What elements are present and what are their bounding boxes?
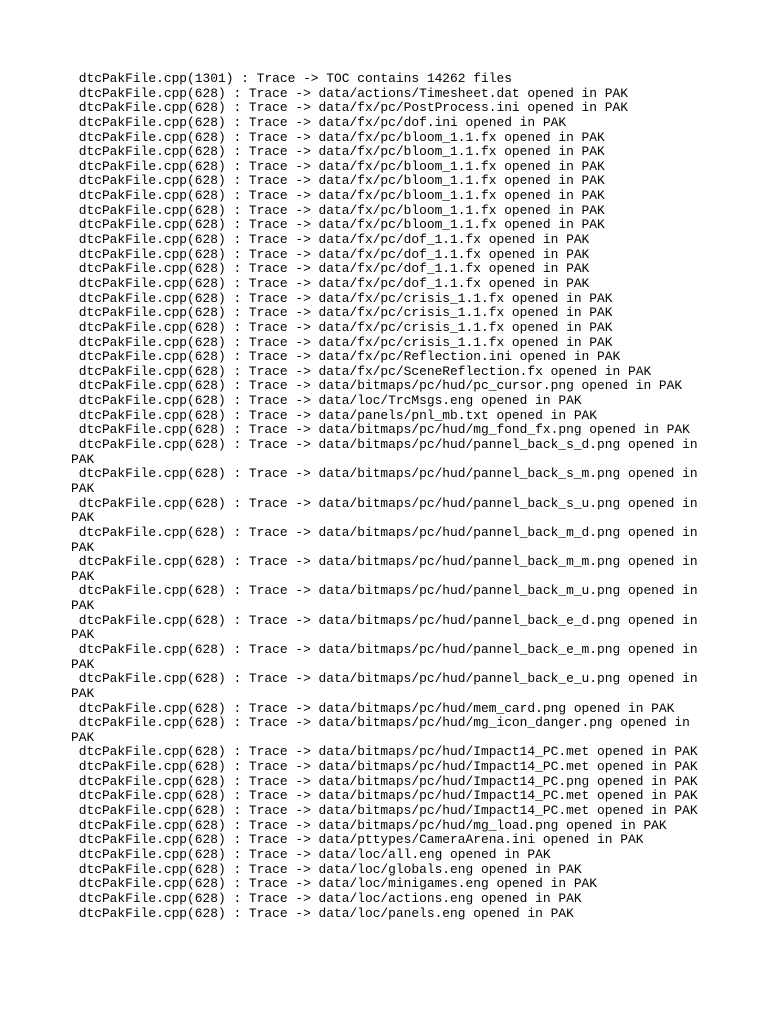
log-line: dtcPakFile.cpp(628) : Trace -> data/fx/pc/crisis_1.1.fx opened in PAK xyxy=(71,319,613,335)
log-line: dtcPakFile.cpp(1301) : Trace -> TOC contains 14262 files xyxy=(71,71,512,86)
log-line: dtcPakFile.cpp(628) : Trace -> data/fx/pc/dof_1.1.fx opened in PAK xyxy=(71,275,590,291)
log-line: PAK xyxy=(71,568,95,584)
log-line: dtcPakFile.cpp(628) : Trace -> data/fx/pc/bloom_1.1.fx opened in PAK xyxy=(71,144,605,160)
log-line: dtcPakFile.cpp(628) : Trace -> data/loc/minigames.eng opened in PAK xyxy=(71,876,598,892)
log-line: dtcPakFile.cpp(628) : Trace -> data/bitmaps/pc/hud/Impact14_PC.met opened in PAK xyxy=(71,759,698,775)
log-line: dtcPakFile.cpp(628) : Trace -> data/bitmaps/pc/hud/pannel_back_m_m.png opened in xyxy=(71,554,698,570)
log-line: dtcPakFile.cpp(628) : Trace -> data/bitmaps/pc/hud/pannel_back_m_u.png opened in xyxy=(71,583,698,599)
log-line: dtcPakFile.cpp(628) : Trace -> data/bitmaps/pc/hud/pannel_back_s_m.png opened in xyxy=(71,466,698,482)
log-line: dtcPakFile.cpp(628) : Trace -> data/bitmaps/pc/hud/pannel_back_m_d.png opened in xyxy=(71,524,698,540)
log-line: dtcPakFile.cpp(628) : Trace -> data/loc/panels.eng opened in PAK xyxy=(71,905,574,921)
log-line: dtcPakFile.cpp(628) : Trace -> data/bitmaps/pc/hud/mem_card.png opened in PAK xyxy=(71,700,675,716)
log-line: dtcPakFile.cpp(628) : Trace -> data/fx/pc/crisis_1.1.fx opened in PAK xyxy=(71,334,613,350)
log-line: PAK xyxy=(71,451,95,467)
log-line: dtcPakFile.cpp(628) : Trace -> data/bitmaps/pc/hud/pannel_back_s_u.png opened in xyxy=(71,495,698,511)
log-line: dtcPakFile.cpp(628) : Trace -> data/loc/TrcMsgs.eng opened in PAK xyxy=(71,393,582,409)
log-line: dtcPakFile.cpp(628) : Trace -> data/loc/globals.eng opened in PAK xyxy=(71,861,582,877)
log-line: dtcPakFile.cpp(628) : Trace -> data/fx/pc/Reflection.ini opened in PAK xyxy=(71,349,621,365)
log-line: dtcPakFile.cpp(628) : Trace -> data/bitmaps/pc/hud/pannel_back_e_d.png opened in xyxy=(71,612,698,628)
log-line: dtcPakFile.cpp(628) : Trace -> data/bitmaps/pc/hud/Impact14_PC.png opened in PAK xyxy=(71,773,698,789)
log-line: dtcPakFile.cpp(628) : Trace -> data/panels/pnl_mb.txt opened in PAK xyxy=(71,407,598,423)
log-line: dtcPakFile.cpp(628) : Trace -> data/fx/pc/dof_1.1.fx opened in PAK xyxy=(71,261,590,277)
log-line: dtcPakFile.cpp(628) : Trace -> data/fx/pc/bloom_1.1.fx opened in PAK xyxy=(71,217,605,233)
log-line: dtcPakFile.cpp(628) : Trace -> data/fx/pc/bloom_1.1.fx opened in PAK xyxy=(71,188,605,204)
log-line: dtcPakFile.cpp(628) : Trace -> data/bitmaps/pc/hud/mg_fond_fx.png opened in PAK xyxy=(71,422,690,438)
log-line: dtcPakFile.cpp(628) : Trace -> data/bitmaps/pc/hud/mg_load.png opened in PAK xyxy=(71,817,667,833)
log-line: dtcPakFile.cpp(628) : Trace -> data/pttypes/CameraArena.ini opened in PAK xyxy=(71,832,644,848)
log-line: dtcPakFile.cpp(628) : Trace -> data/fx/pc/bloom_1.1.fx opened in PAK xyxy=(71,158,605,174)
log-line: dtcPakFile.cpp(628) : Trace -> data/loc/all.eng opened in PAK xyxy=(71,846,551,862)
log-line: dtcPakFile.cpp(628) : Trace -> data/actions/Timesheet.dat opened in PAK xyxy=(71,85,628,101)
log-line: PAK xyxy=(71,539,95,555)
log-line: dtcPakFile.cpp(628) : Trace -> data/fx/pc/dof_1.1.fx opened in PAK xyxy=(71,246,590,262)
log-line: PAK xyxy=(71,510,95,526)
log-line: dtcPakFile.cpp(628) : Trace -> data/bitmaps/pc/hud/Impact14_PC.met opened in PAK xyxy=(71,744,698,760)
log-line: dtcPakFile.cpp(628) : Trace -> data/bitmaps/pc/hud/mg_icon_danger.png opened in xyxy=(71,715,690,731)
log-line: dtcPakFile.cpp(628) : Trace -> data/fx/pc/SceneReflection.fx opened in PAK xyxy=(71,363,652,379)
log-line: dtcPakFile.cpp(628) : Trace -> data/bitmaps/pc/hud/Impact14_PC.met opened in PAK xyxy=(71,803,698,819)
log-line: dtcPakFile.cpp(628) : Trace -> data/fx/pc/dof_1.1.fx opened in PAK xyxy=(71,232,590,248)
trace-log xyxy=(71,72,701,921)
log-line: dtcPakFile.cpp(628) : Trace -> data/fx/pc/crisis_1.1.fx opened in PAK xyxy=(71,305,613,321)
log-line: dtcPakFile.cpp(628) : Trace -> data/bitmaps/pc/hud/pc_cursor.png opened in PAK xyxy=(71,378,683,394)
log-line: PAK xyxy=(71,656,95,672)
log-line: PAK xyxy=(71,480,95,496)
log-line: PAK xyxy=(71,685,95,701)
log-line: dtcPakFile.cpp(628) : Trace -> data/bitmaps/pc/hud/Impact14_PC.met opened in PAK xyxy=(71,788,698,804)
log-line: PAK xyxy=(71,598,95,614)
log-line: dtcPakFile.cpp(628) : Trace -> data/fx/pc/dof.ini opened in PAK xyxy=(71,114,567,130)
log-line: dtcPakFile.cpp(628) : Trace -> data/loc/actions.eng opened in PAK xyxy=(71,890,582,906)
log-line: dtcPakFile.cpp(628) : Trace -> data/bitmaps/pc/hud/pannel_back_e_u.png opened in xyxy=(71,671,698,687)
log-line: dtcPakFile.cpp(628) : Trace -> data/fx/pc/bloom_1.1.fx opened in PAK xyxy=(71,173,605,189)
log-line: dtcPakFile.cpp(628) : Trace -> data/fx/pc/crisis_1.1.fx opened in PAK xyxy=(71,290,613,306)
log-line: PAK xyxy=(71,627,95,643)
log-line: dtcPakFile.cpp(628) : Trace -> data/fx/pc/bloom_1.1.fx opened in PAK xyxy=(71,129,605,145)
log-line: dtcPakFile.cpp(628) : Trace -> data/fx/pc/bloom_1.1.fx opened in PAK xyxy=(71,202,605,218)
log-line: dtcPakFile.cpp(628) : Trace -> data/bitmaps/pc/hud/pannel_back_s_d.png opened in xyxy=(71,437,698,453)
log-line: PAK xyxy=(71,729,95,745)
log-line: dtcPakFile.cpp(628) : Trace -> data/bitmaps/pc/hud/pannel_back_e_m.png opened in xyxy=(71,641,698,657)
log-line: dtcPakFile.cpp(628) : Trace -> data/fx/pc/PostProcess.ini opened in PAK xyxy=(71,100,628,116)
